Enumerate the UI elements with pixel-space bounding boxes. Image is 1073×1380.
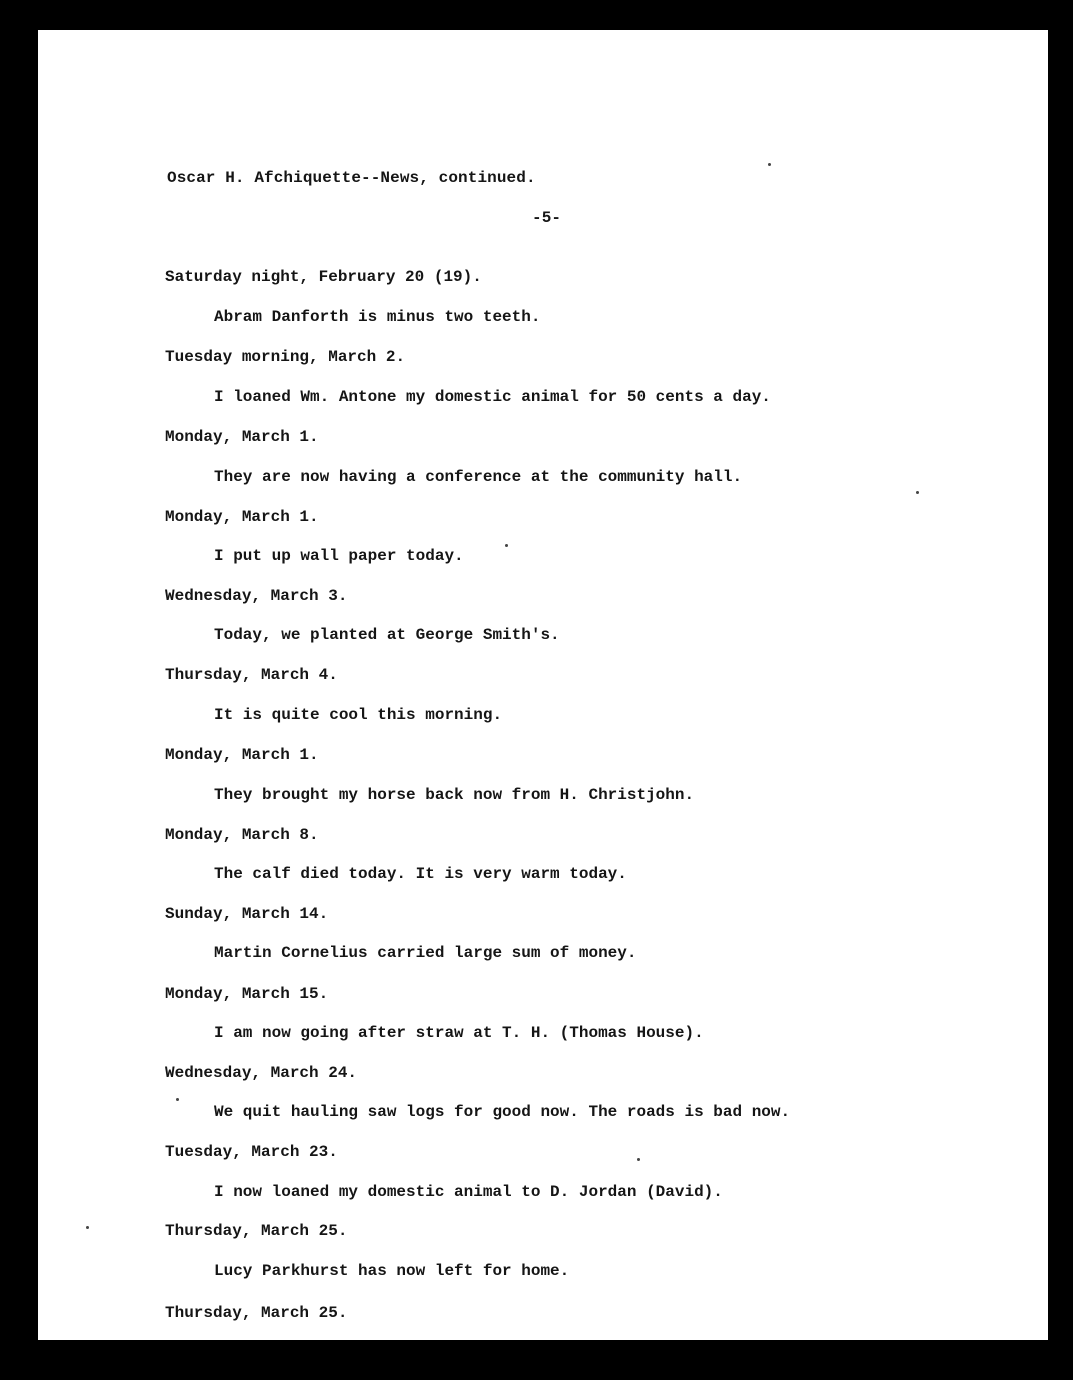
scan-speck xyxy=(176,1098,179,1101)
entry-text: I loaned Wm. Antone my domestic animal for 50 cents a day. xyxy=(214,388,771,406)
entry-date: Monday, March 1. xyxy=(165,508,319,526)
entry-text: It is quite cool this morning. xyxy=(214,706,503,724)
entry-date: Tuesday, March 23. xyxy=(165,1143,338,1161)
entry-text: Lucy Parkhurst has now left for home. xyxy=(214,1262,570,1280)
entry-date: Monday, March 15. xyxy=(165,985,329,1003)
scan-speck xyxy=(86,1226,89,1229)
entry-text: Abram Danforth is minus two teeth. xyxy=(214,308,541,326)
page-number: -5- xyxy=(532,209,562,227)
entry-text: Today, we planted at George Smith's. xyxy=(214,626,560,644)
entry-date: Wednesday, March 24. xyxy=(165,1064,358,1082)
entry-text: The calf died today. It is very warm today. xyxy=(214,865,627,883)
entry-date: Monday, March 8. xyxy=(165,826,319,844)
entry-date: Thursday, March 4. xyxy=(165,666,338,684)
entry-date: Thursday, March 25. xyxy=(165,1222,348,1240)
entry-text: We quit hauling saw logs for good now. The roads is bad now. xyxy=(214,1103,791,1121)
entry-date: Monday, March 1. xyxy=(165,428,319,446)
entry-text: I now loaned my domestic animal to D. Jordan (David). xyxy=(214,1183,723,1201)
entry-text: I am now going after straw at T. H. (Thomas House). xyxy=(214,1024,704,1042)
entry-text: They brought my horse back now from H. Christjohn. xyxy=(214,786,695,804)
entry-text: They are now having a conference at the community hall. xyxy=(214,468,743,486)
entry-text: I put up wall paper today. xyxy=(214,547,464,565)
scan-speck xyxy=(637,1158,640,1161)
entry-text: Martin Cornelius carried large sum of money. xyxy=(214,944,637,962)
entry-date: Monday, March 1. xyxy=(165,746,319,764)
entry-date: Sunday, March 14. xyxy=(165,905,329,923)
entry-date: Wednesday, March 3. xyxy=(165,587,348,605)
scan-speck xyxy=(505,544,508,547)
entry-date: Tuesday morning, March 2. xyxy=(165,348,406,366)
entry-date: Thursday, March 25. xyxy=(165,1304,348,1322)
document-header: Oscar H. Afchiquette--News, continued. xyxy=(167,169,536,187)
entry-date: Saturday night, February 20 (19). xyxy=(165,268,482,286)
scan-speck xyxy=(768,163,771,166)
scan-speck xyxy=(916,491,919,494)
